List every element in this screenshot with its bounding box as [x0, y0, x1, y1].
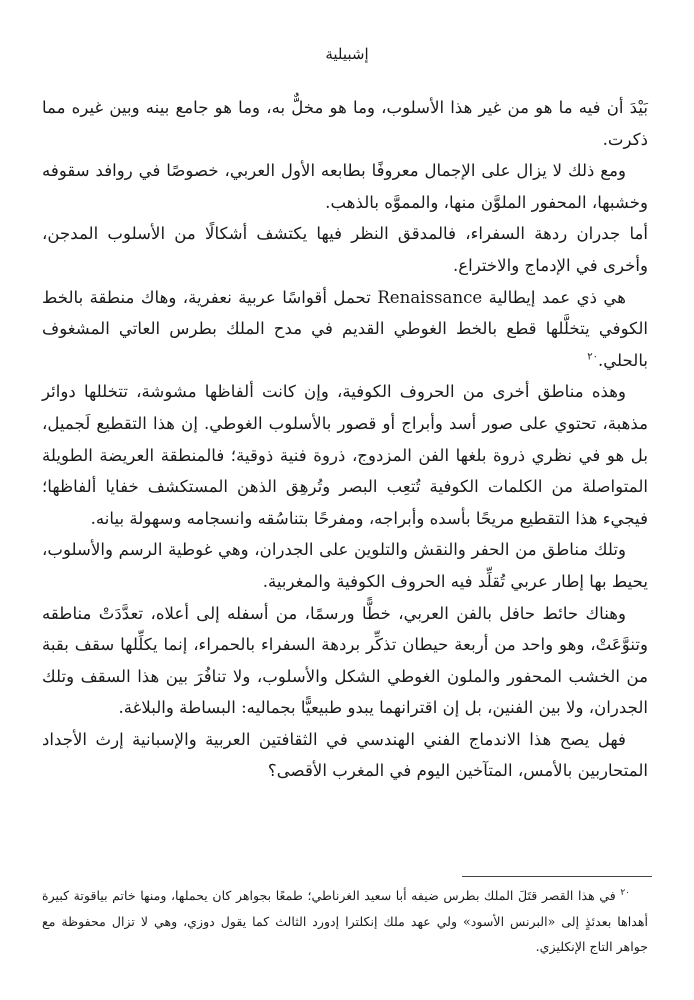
footnotes — [42, 883, 648, 960]
body-text — [42, 92, 648, 787]
footnote-reference[interactable]: ٢٠ — [587, 351, 598, 363]
running-header: إشبيلية — [325, 45, 369, 63]
footnote-divider — [462, 876, 652, 877]
paragraph: وهناك حائط حافل بالفن العربي، خطًّا ورسمًا، من أسفله إلى أعلاه، تعدَّدَتْ مناطقه وتنوَّعَتْ، وهو واحد من أربعة حيطان تذكِّر بردهة السفراء بالحمراء، إنما يكلِّلها سقف بقبة من الخشب المحفور والملون الغوطي الشكل والأسلوب، ولا تنافُرَ بين هذا السقف وتلك الجدران، ولا بين الفنين، بل إن اقترانهما يبدو طبيعيًّا بجماليه: البساطة والبلاغة. — [42, 603, 648, 718]
footnote — [42, 883, 648, 960]
paragraph: وتلك مناطق من الحفر والنقش والتلوين على الجدران، وهي غوطية الرسم والأسلوب، يحيط بها إطار عربي تُقلِّد فيه الحروف الكوفية والمغربية. — [42, 540, 648, 591]
footnote-text: في هذا القصر قتَلَ الملك بطرس ضيفه أبا سعيد الغرناطي؛ طمعًا بجواهر كان يحملها، ومنها خاتم بياقوتة كبيرة أهداها بعدئذٍ إلى «البرنس الأسود» ولي عهد ملك إنكلترا إدورد الثالث كما يقول دوزي، وهي لا تزال محفوظة مع جواهر التاج الإنكليزي. — [42, 888, 648, 954]
paragraph: بَيْدَ أن فيه ما هو من غير هذا الأسلوب، وما هو مخلٌّ به، وما هو جامع بينه وبين غيره مما ذكرت. — [42, 98, 648, 149]
paragraph: أما جدران ردهة السفراء، فالمدقق النظر فيها يكتشف أشكالًا من الأسلوب المدجن، وأخرى في الإدماج والاختراع. — [42, 224, 648, 275]
paragraph: ومع ذلك لا يزال على الإجمال معروفًا بطابعه الأول العربي، خصوصًا في روافد سقوفه وخشبها، المحفور الملوَّن منها، والمموَّه بالذهب. — [42, 161, 648, 212]
paragraph-text: هي ذي عمد إيطالية Renaissance تحمل أقواسًا عربية نعفرية، وهاك منطقة بالخط الكوفي يتخلَّلها قطع بالخط الغوطي القديم في مدح الملك بطرس العاتي المشغوف بالحلي. — [42, 287, 648, 370]
paragraph-with-footnote — [42, 282, 648, 377]
paragraph: وهذه مناطق أخرى من الحروف الكوفية، وإن كانت ألفاظها مشوشة، تتخللها دوائر مذهبة، تحتوي على صور أسد وأبراج أو قصور بالأسلوب الغوطي. إن هذا التقطيع لَجميل، بل هو في نظري ذروة بلغها الفن المزدوج، ذروة فنية ذوقية؛ فالمنطقة العريضة الطويلة المتواصلة من الكلمات الكوفية تُتعِب البصر وتُرهِق الذهن المستكشف خفايا ألفاظها؛ فيجيء هذا التقطيع مريحًا بأسده وأبراجه، ومفرحًا بتناسُقه وانسجامه وسهولة بيانه. — [42, 382, 648, 528]
footnote-number: ٢٠ — [620, 887, 630, 898]
paragraph: فهل يصح هذا الاندماج الفني الهندسي في الثقافتين العربية والإسبانية إرث الأجداد المتحاربين بالأمس، المتآخين اليوم في المغرب الأقصى؟ — [42, 729, 648, 781]
